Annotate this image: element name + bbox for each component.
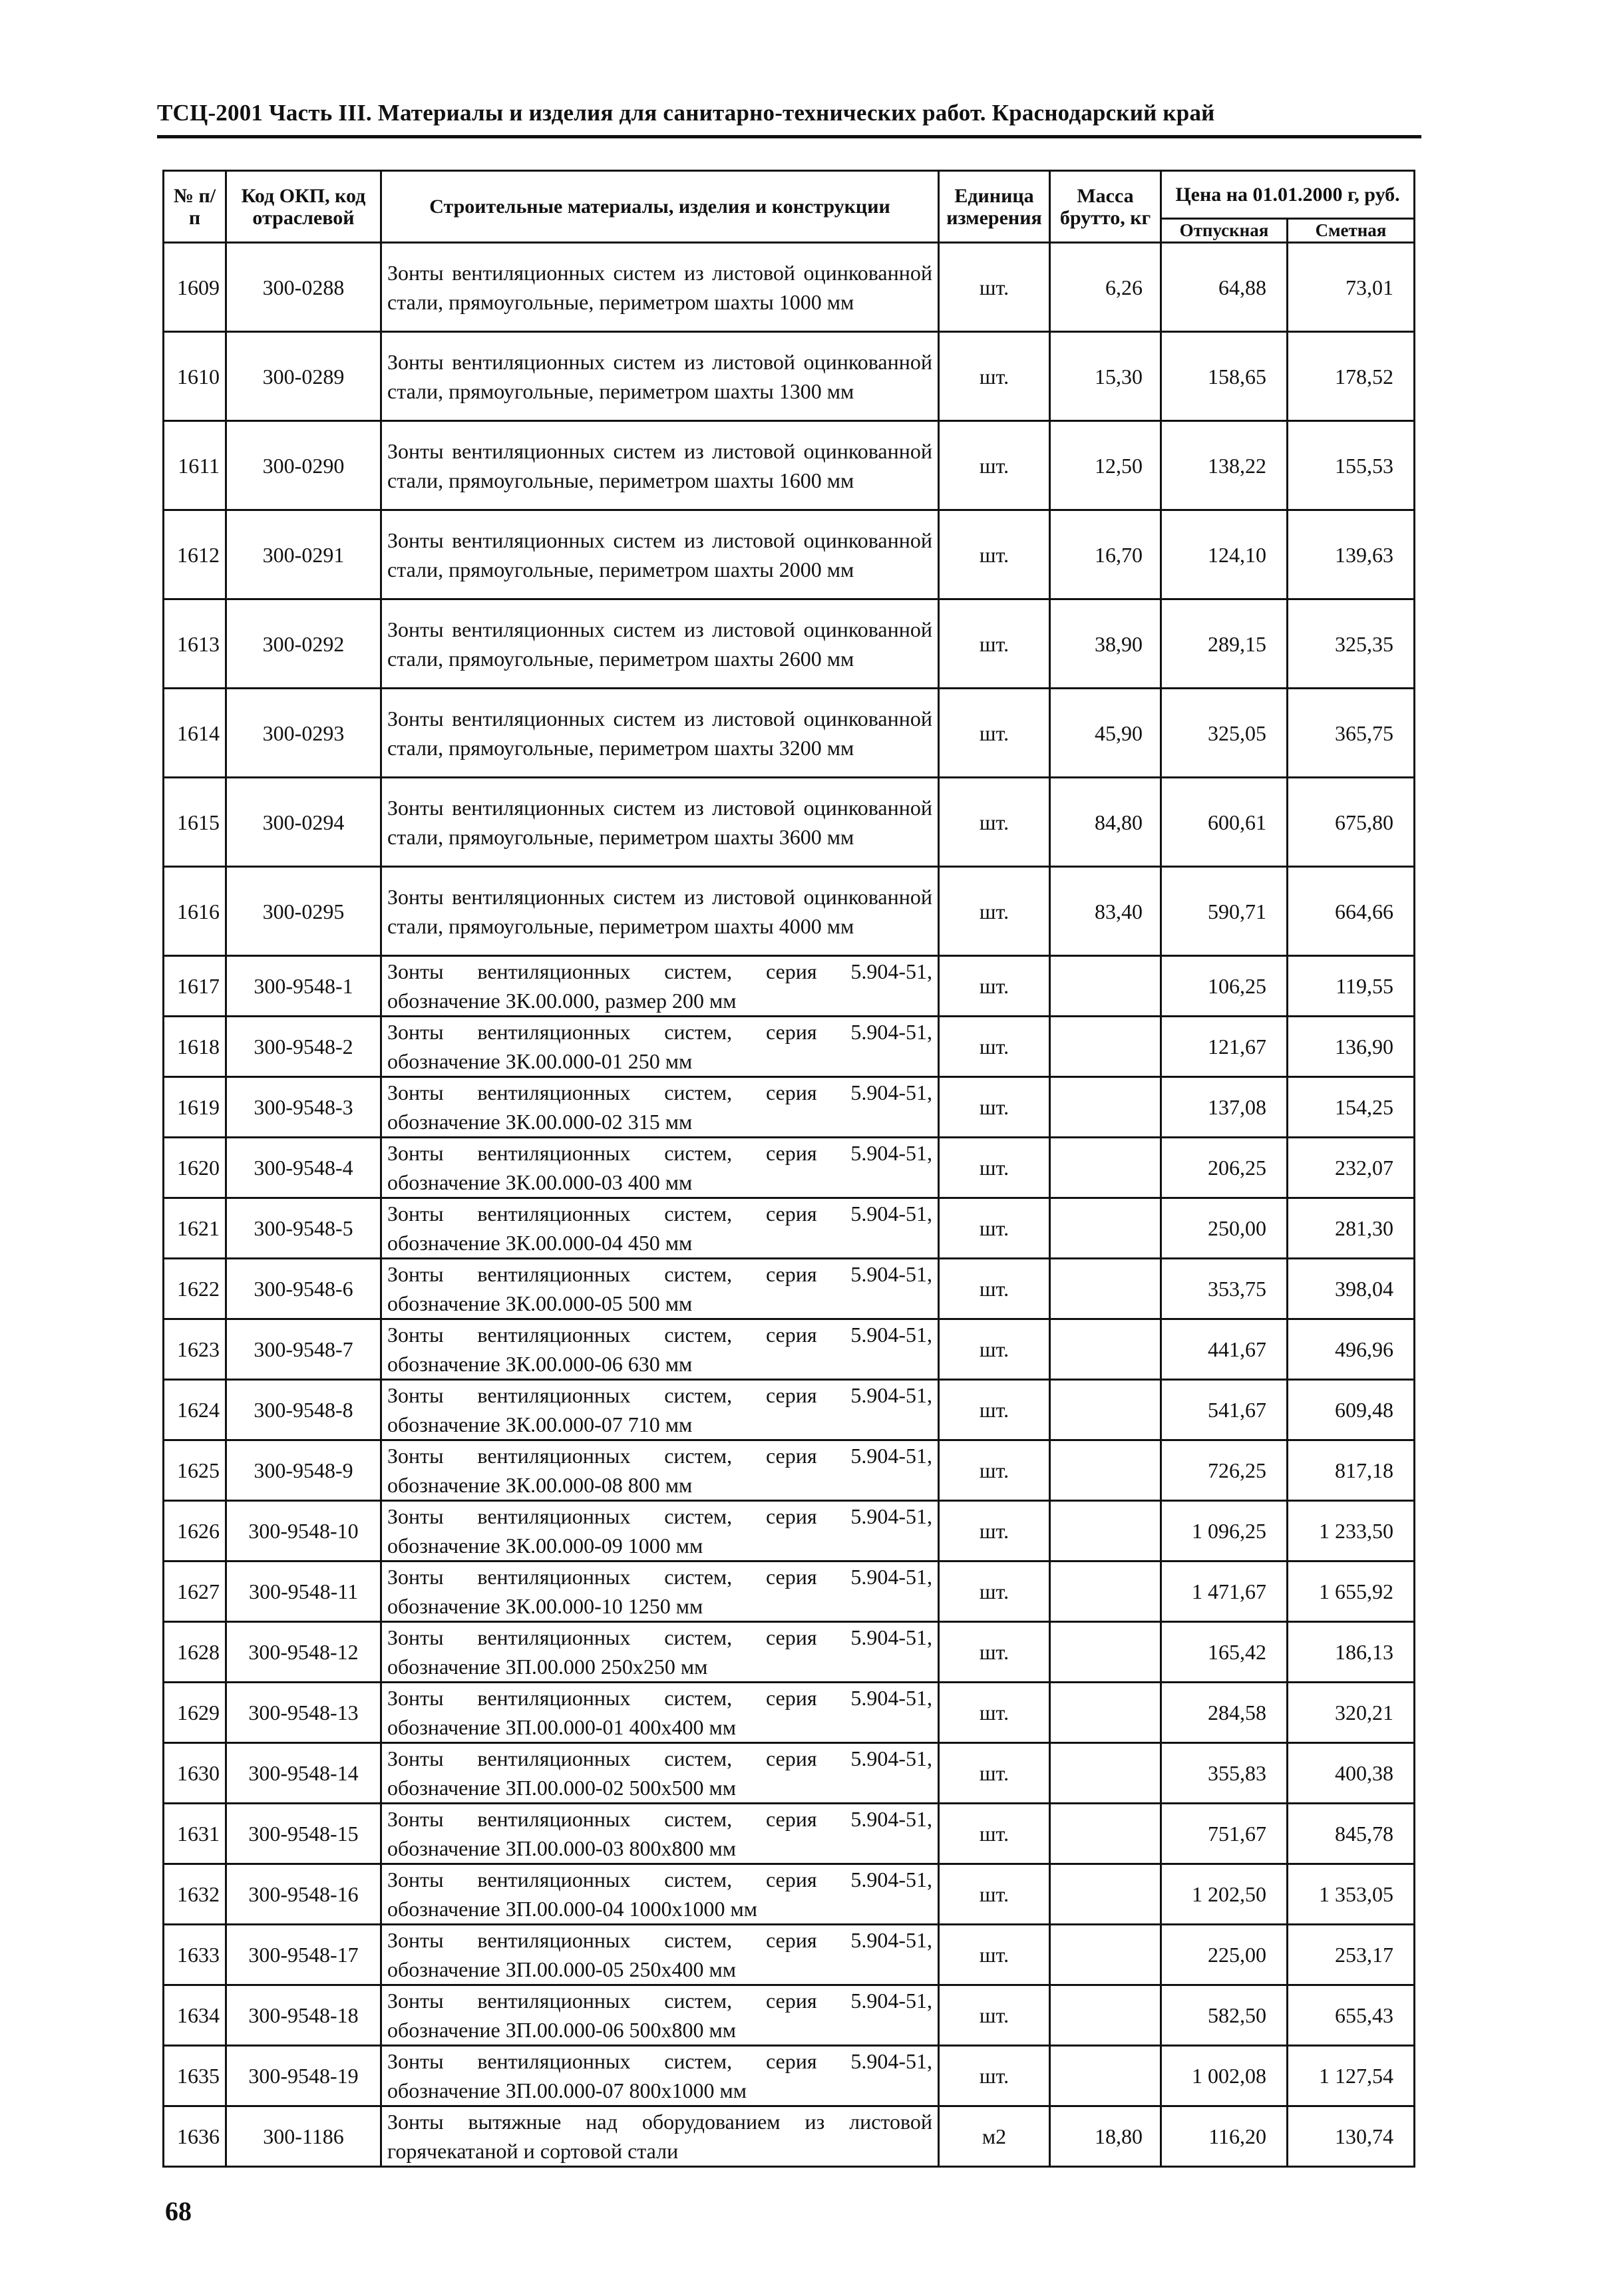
page-number: 68 bbox=[165, 2196, 192, 2226]
row-mass bbox=[1050, 1501, 1161, 1561]
row-name: Зонты вентиляционных систем, серия 5.904-51, обозначение ЗК.00.000-01 250 мм bbox=[381, 1017, 939, 1077]
row-code: 300-9548-8 bbox=[226, 1380, 381, 1440]
row-name: Зонты вентиляционных систем, серия 5.904-51, обозначение ЗП.00.000-07 800х1000 мм bbox=[381, 2046, 939, 2106]
row-unit: шт. bbox=[939, 689, 1050, 778]
row-code: 300-9548-3 bbox=[226, 1077, 381, 1138]
row-code: 300-9548-10 bbox=[226, 1501, 381, 1561]
row-unit: шт. bbox=[939, 1743, 1050, 1804]
table-header-row bbox=[164, 171, 1415, 219]
row-mass: 83,40 bbox=[1050, 867, 1161, 956]
col-header-code: Код ОКП, код отраслевой bbox=[226, 171, 381, 243]
row-name: Зонты вентиляционных систем, серия 5.904-51, обозначение ЗК.00.000-10 1250 мм bbox=[381, 1561, 939, 1622]
row-number: 1610 bbox=[164, 332, 226, 421]
row-price-estimate: 675,80 bbox=[1288, 778, 1415, 867]
row-number: 1622 bbox=[164, 1259, 226, 1319]
row-price-release: 1 471,67 bbox=[1161, 1561, 1288, 1622]
row-code: 300-0290 bbox=[226, 421, 381, 510]
row-price-estimate: 155,53 bbox=[1288, 421, 1415, 510]
table-row bbox=[164, 1683, 1415, 1743]
row-code: 300-9548-19 bbox=[226, 2046, 381, 2106]
row-mass bbox=[1050, 1259, 1161, 1319]
row-mass: 84,80 bbox=[1050, 778, 1161, 867]
row-mass: 38,90 bbox=[1050, 599, 1161, 689]
row-mass: 15,30 bbox=[1050, 332, 1161, 421]
row-number: 1615 bbox=[164, 778, 226, 867]
row-number: 1628 bbox=[164, 1622, 226, 1683]
col-header-price-estimate: Сметная bbox=[1288, 219, 1415, 243]
row-price-release: 1 202,50 bbox=[1161, 1864, 1288, 1925]
row-number: 1618 bbox=[164, 1017, 226, 1077]
table-row bbox=[164, 689, 1415, 778]
row-name: Зонты вентиляционных систем из листовой оцинкованной стали, прямоугольные, периметром шахты 3600 мм bbox=[381, 778, 939, 867]
row-code: 300-9548-9 bbox=[226, 1440, 381, 1501]
col-header-price: Цена на 01.01.2000 г, руб. bbox=[1161, 171, 1415, 219]
row-mass bbox=[1050, 1198, 1161, 1259]
row-code: 300-9548-5 bbox=[226, 1198, 381, 1259]
row-price-release: 116,20 bbox=[1161, 2106, 1288, 2167]
row-price-estimate: 398,04 bbox=[1288, 1259, 1415, 1319]
table-row bbox=[164, 1017, 1415, 1077]
row-number: 1613 bbox=[164, 599, 226, 689]
row-name: Зонты вентиляционных систем, серия 5.904-51, обозначение ЗК.00.000-05 500 мм bbox=[381, 1259, 939, 1319]
row-price-estimate: 253,17 bbox=[1288, 1925, 1415, 1985]
table-row bbox=[164, 1743, 1415, 1804]
row-mass: 45,90 bbox=[1050, 689, 1161, 778]
row-unit: шт. bbox=[939, 1622, 1050, 1683]
row-unit: м2 bbox=[939, 2106, 1050, 2167]
row-unit: шт. bbox=[939, 1380, 1050, 1440]
row-number: 1614 bbox=[164, 689, 226, 778]
row-unit: шт. bbox=[939, 1440, 1050, 1501]
row-name: Зонты вентиляционных систем, серия 5.904-51, обозначение ЗК.00.000, размер 200 мм bbox=[381, 956, 939, 1017]
row-name: Зонты вентиляционных систем из листовой оцинкованной стали, прямоугольные, периметром шахты 2000 мм bbox=[381, 510, 939, 599]
row-price-release: 355,83 bbox=[1161, 1743, 1288, 1804]
row-price-release: 325,05 bbox=[1161, 689, 1288, 778]
table-row bbox=[164, 1501, 1415, 1561]
row-number: 1616 bbox=[164, 867, 226, 956]
row-code: 300-9548-18 bbox=[226, 1985, 381, 2046]
row-price-release: 353,75 bbox=[1161, 1259, 1288, 1319]
row-price-release: 158,65 bbox=[1161, 332, 1288, 421]
row-unit: шт. bbox=[939, 867, 1050, 956]
row-code: 300-9548-7 bbox=[226, 1319, 381, 1380]
row-price-release: 1 096,25 bbox=[1161, 1501, 1288, 1561]
row-price-estimate: 154,25 bbox=[1288, 1077, 1415, 1138]
row-price-estimate: 664,66 bbox=[1288, 867, 1415, 956]
row-price-release: 590,71 bbox=[1161, 867, 1288, 956]
row-code: 300-9548-17 bbox=[226, 1925, 381, 1985]
row-number: 1624 bbox=[164, 1380, 226, 1440]
table-row bbox=[164, 1440, 1415, 1501]
row-code: 300-1186 bbox=[226, 2106, 381, 2167]
row-code: 300-0289 bbox=[226, 332, 381, 421]
row-code: 300-9548-12 bbox=[226, 1622, 381, 1683]
table-row bbox=[164, 1985, 1415, 2046]
row-code: 300-9548-1 bbox=[226, 956, 381, 1017]
row-mass bbox=[1050, 1622, 1161, 1683]
row-unit: шт. bbox=[939, 1864, 1050, 1925]
row-price-estimate: 845,78 bbox=[1288, 1804, 1415, 1864]
row-number: 1620 bbox=[164, 1138, 226, 1198]
row-unit: шт. bbox=[939, 1077, 1050, 1138]
row-code: 300-0292 bbox=[226, 599, 381, 689]
row-name: Зонты вентиляционных систем из листовой оцинкованной стали, прямоугольные, периметром шахты 1600 мм bbox=[381, 421, 939, 510]
row-mass bbox=[1050, 1017, 1161, 1077]
row-number: 1621 bbox=[164, 1198, 226, 1259]
table-row bbox=[164, 956, 1415, 1017]
row-number: 1630 bbox=[164, 1743, 226, 1804]
row-price-estimate: 232,07 bbox=[1288, 1138, 1415, 1198]
row-unit: шт. bbox=[939, 1138, 1050, 1198]
row-name: Зонты вентиляционных систем, серия 5.904-51, обозначение ЗК.00.000-08 800 мм bbox=[381, 1440, 939, 1501]
row-code: 300-9548-15 bbox=[226, 1804, 381, 1864]
price-table bbox=[162, 170, 1415, 2168]
row-mass bbox=[1050, 956, 1161, 1017]
row-price-estimate: 139,63 bbox=[1288, 510, 1415, 599]
row-mass bbox=[1050, 2046, 1161, 2106]
row-price-estimate: 1 655,92 bbox=[1288, 1561, 1415, 1622]
row-mass bbox=[1050, 1743, 1161, 1804]
table-row bbox=[164, 1198, 1415, 1259]
header-rule bbox=[157, 135, 1421, 138]
row-unit: шт. bbox=[939, 1985, 1050, 2046]
page-header: ТСЦ-2001 Часть III. Материалы и изделия для санитарно-технических работ. Краснодарский край bbox=[157, 100, 1215, 126]
row-number: 1627 bbox=[164, 1561, 226, 1622]
row-number: 1629 bbox=[164, 1683, 226, 1743]
row-unit: шт. bbox=[939, 1319, 1050, 1380]
row-name: Зонты вентиляционных систем из листовой оцинкованной стали, прямоугольные, периметром шахты 3200 мм bbox=[381, 689, 939, 778]
row-mass bbox=[1050, 1864, 1161, 1925]
row-price-release: 165,42 bbox=[1161, 1622, 1288, 1683]
row-unit: шт. bbox=[939, 510, 1050, 599]
row-price-estimate: 136,90 bbox=[1288, 1017, 1415, 1077]
row-number: 1634 bbox=[164, 1985, 226, 2046]
row-price-release: 106,25 bbox=[1161, 956, 1288, 1017]
row-name: Зонты вентиляционных систем из листовой оцинкованной стали, прямоугольные, периметром шахты 1300 мм bbox=[381, 332, 939, 421]
row-unit: шт. bbox=[939, 599, 1050, 689]
row-price-release: 206,25 bbox=[1161, 1138, 1288, 1198]
row-name: Зонты вентиляционных систем, серия 5.904-51, обозначение ЗП.00.000 250х250 мм bbox=[381, 1622, 939, 1683]
row-mass bbox=[1050, 1561, 1161, 1622]
row-unit: шт. bbox=[939, 332, 1050, 421]
row-name: Зонты вентиляционных систем, серия 5.904-51, обозначение ЗК.00.000-06 630 мм bbox=[381, 1319, 939, 1380]
col-header-unit: Единица измерения bbox=[939, 171, 1050, 243]
table-row bbox=[164, 243, 1415, 332]
table-row bbox=[164, 510, 1415, 599]
row-mass bbox=[1050, 1440, 1161, 1501]
row-mass: 16,70 bbox=[1050, 510, 1161, 599]
row-price-release: 582,50 bbox=[1161, 1985, 1288, 2046]
table-row bbox=[164, 1561, 1415, 1622]
row-number: 1635 bbox=[164, 2046, 226, 2106]
row-mass bbox=[1050, 1804, 1161, 1864]
row-number: 1636 bbox=[164, 2106, 226, 2167]
row-price-estimate: 655,43 bbox=[1288, 1985, 1415, 2046]
row-price-estimate: 186,13 bbox=[1288, 1622, 1415, 1683]
row-name: Зонты вентиляционных систем, серия 5.904-51, обозначение ЗП.00.000-01 400х400 мм bbox=[381, 1683, 939, 1743]
row-mass bbox=[1050, 1138, 1161, 1198]
row-number: 1632 bbox=[164, 1864, 226, 1925]
row-mass bbox=[1050, 1077, 1161, 1138]
row-number: 1611 bbox=[164, 421, 226, 510]
row-price-estimate: 365,75 bbox=[1288, 689, 1415, 778]
row-number: 1625 bbox=[164, 1440, 226, 1501]
row-code: 300-0293 bbox=[226, 689, 381, 778]
row-code: 300-9548-4 bbox=[226, 1138, 381, 1198]
row-unit: шт. bbox=[939, 1925, 1050, 1985]
row-price-release: 289,15 bbox=[1161, 599, 1288, 689]
row-number: 1609 bbox=[164, 243, 226, 332]
table-row bbox=[164, 2046, 1415, 2106]
row-unit: шт. bbox=[939, 1017, 1050, 1077]
row-code: 300-9548-2 bbox=[226, 1017, 381, 1077]
row-price-release: 441,67 bbox=[1161, 1319, 1288, 1380]
row-price-release: 541,67 bbox=[1161, 1380, 1288, 1440]
row-unit: шт. bbox=[939, 1683, 1050, 1743]
row-name: Зонты вентиляционных систем, серия 5.904-51, обозначение ЗП.00.000-03 800х800 мм bbox=[381, 1804, 939, 1864]
row-number: 1633 bbox=[164, 1925, 226, 1985]
row-price-release: 138,22 bbox=[1161, 421, 1288, 510]
row-mass bbox=[1050, 1380, 1161, 1440]
row-code: 300-0294 bbox=[226, 778, 381, 867]
row-price-release: 124,10 bbox=[1161, 510, 1288, 599]
row-price-estimate: 119,55 bbox=[1288, 956, 1415, 1017]
row-code: 300-0288 bbox=[226, 243, 381, 332]
row-mass: 12,50 bbox=[1050, 421, 1161, 510]
row-code: 300-0295 bbox=[226, 867, 381, 956]
row-mass bbox=[1050, 1319, 1161, 1380]
row-mass: 6,26 bbox=[1050, 243, 1161, 332]
table-row bbox=[164, 1380, 1415, 1440]
row-mass: 18,80 bbox=[1050, 2106, 1161, 2167]
row-name: Зонты вентиляционных систем, серия 5.904-51, обозначение ЗК.00.000-02 315 мм bbox=[381, 1077, 939, 1138]
row-name: Зонты вентиляционных систем, серия 5.904-51, обозначение ЗП.00.000-04 1000х1000 мм bbox=[381, 1864, 939, 1925]
row-mass bbox=[1050, 1683, 1161, 1743]
table-row bbox=[164, 778, 1415, 867]
table-row bbox=[164, 1925, 1415, 1985]
row-price-estimate: 73,01 bbox=[1288, 243, 1415, 332]
row-unit: шт. bbox=[939, 421, 1050, 510]
row-name: Зонты вентиляционных систем из листовой оцинкованной стали, прямоугольные, периметром шахты 1000 мм bbox=[381, 243, 939, 332]
table-row bbox=[164, 599, 1415, 689]
row-price-release: 225,00 bbox=[1161, 1925, 1288, 1985]
row-price-estimate: 817,18 bbox=[1288, 1440, 1415, 1501]
row-price-estimate: 1 127,54 bbox=[1288, 2046, 1415, 2106]
row-price-estimate: 496,96 bbox=[1288, 1319, 1415, 1380]
row-name: Зонты вентиляционных систем из листовой оцинкованной стали, прямоугольные, периметром шахты 2600 мм bbox=[381, 599, 939, 689]
row-code: 300-9548-11 bbox=[226, 1561, 381, 1622]
row-code: 300-9548-6 bbox=[226, 1259, 381, 1319]
row-price-estimate: 325,35 bbox=[1288, 599, 1415, 689]
row-price-release: 751,67 bbox=[1161, 1804, 1288, 1864]
row-unit: шт. bbox=[939, 2046, 1050, 2106]
row-name: Зонты вентиляционных систем, серия 5.904-51, обозначение ЗК.00.000-09 1000 мм bbox=[381, 1501, 939, 1561]
row-name: Зонты вентиляционных систем, серия 5.904-51, обозначение ЗК.00.000-03 400 мм bbox=[381, 1138, 939, 1198]
row-number: 1617 bbox=[164, 956, 226, 1017]
row-price-estimate: 609,48 bbox=[1288, 1380, 1415, 1440]
row-price-release: 137,08 bbox=[1161, 1077, 1288, 1138]
row-price-estimate: 320,21 bbox=[1288, 1683, 1415, 1743]
row-unit: шт. bbox=[939, 243, 1050, 332]
col-header-name: Строительные материалы, изделия и конструкции bbox=[381, 171, 939, 243]
row-price-release: 600,61 bbox=[1161, 778, 1288, 867]
col-header-price-release: Отпускная bbox=[1161, 219, 1288, 243]
table-row bbox=[164, 867, 1415, 956]
row-unit: шт. bbox=[939, 1501, 1050, 1561]
col-header-num: № п/п bbox=[164, 171, 226, 243]
row-price-release: 284,58 bbox=[1161, 1683, 1288, 1743]
row-price-release: 250,00 bbox=[1161, 1198, 1288, 1259]
row-price-estimate: 178,52 bbox=[1288, 332, 1415, 421]
row-unit: шт. bbox=[939, 1561, 1050, 1622]
row-number: 1623 bbox=[164, 1319, 226, 1380]
row-number: 1631 bbox=[164, 1804, 226, 1864]
row-price-release: 1 002,08 bbox=[1161, 2046, 1288, 2106]
row-number: 1626 bbox=[164, 1501, 226, 1561]
table-body bbox=[164, 243, 1415, 2167]
row-price-estimate: 281,30 bbox=[1288, 1198, 1415, 1259]
row-number: 1612 bbox=[164, 510, 226, 599]
row-mass bbox=[1050, 1985, 1161, 2046]
row-code: 300-9548-13 bbox=[226, 1683, 381, 1743]
col-header-mass: Масса брутто, кг bbox=[1050, 171, 1161, 243]
row-price-release: 121,67 bbox=[1161, 1017, 1288, 1077]
row-price-estimate: 1 353,05 bbox=[1288, 1864, 1415, 1925]
table-row bbox=[164, 1077, 1415, 1138]
table-row bbox=[164, 1138, 1415, 1198]
table-row bbox=[164, 1259, 1415, 1319]
row-price-release: 64,88 bbox=[1161, 243, 1288, 332]
row-name: Зонты вентиляционных систем, серия 5.904-51, обозначение ЗК.00.000-07 710 мм bbox=[381, 1380, 939, 1440]
row-number: 1619 bbox=[164, 1077, 226, 1138]
row-mass bbox=[1050, 1925, 1161, 1985]
table-row bbox=[164, 1804, 1415, 1864]
row-price-estimate: 1 233,50 bbox=[1288, 1501, 1415, 1561]
row-price-release: 726,25 bbox=[1161, 1440, 1288, 1501]
row-unit: шт. bbox=[939, 1259, 1050, 1319]
row-name: Зонты вентиляционных систем, серия 5.904-51, обозначение ЗП.00.000-05 250х400 мм bbox=[381, 1925, 939, 1985]
row-unit: шт. bbox=[939, 1804, 1050, 1864]
row-code: 300-9548-14 bbox=[226, 1743, 381, 1804]
row-name: Зонты вентиляционных систем, серия 5.904-51, обозначение ЗК.00.000-04 450 мм bbox=[381, 1198, 939, 1259]
table-row bbox=[164, 1622, 1415, 1683]
table-row bbox=[164, 2106, 1415, 2167]
row-name: Зонты вентиляционных систем из листовой оцинкованной стали, прямоугольные, периметром шахты 4000 мм bbox=[381, 867, 939, 956]
table-row bbox=[164, 1319, 1415, 1380]
row-code: 300-9548-16 bbox=[226, 1864, 381, 1925]
row-unit: шт. bbox=[939, 778, 1050, 867]
row-unit: шт. bbox=[939, 956, 1050, 1017]
row-price-estimate: 400,38 bbox=[1288, 1743, 1415, 1804]
row-name: Зонты вентиляционных систем, серия 5.904-51, обозначение ЗП.00.000-02 500х500 мм bbox=[381, 1743, 939, 1804]
table-row bbox=[164, 1864, 1415, 1925]
row-name: Зонты вентиляционных систем, серия 5.904-51, обозначение ЗП.00.000-06 500х800 мм bbox=[381, 1985, 939, 2046]
table-row bbox=[164, 332, 1415, 421]
row-price-estimate: 130,74 bbox=[1288, 2106, 1415, 2167]
row-name: Зонты вытяжные над оборудованием из листовой горячекатаной и сортовой стали bbox=[381, 2106, 939, 2167]
row-unit: шт. bbox=[939, 1198, 1050, 1259]
row-code: 300-0291 bbox=[226, 510, 381, 599]
table-row bbox=[164, 421, 1415, 510]
